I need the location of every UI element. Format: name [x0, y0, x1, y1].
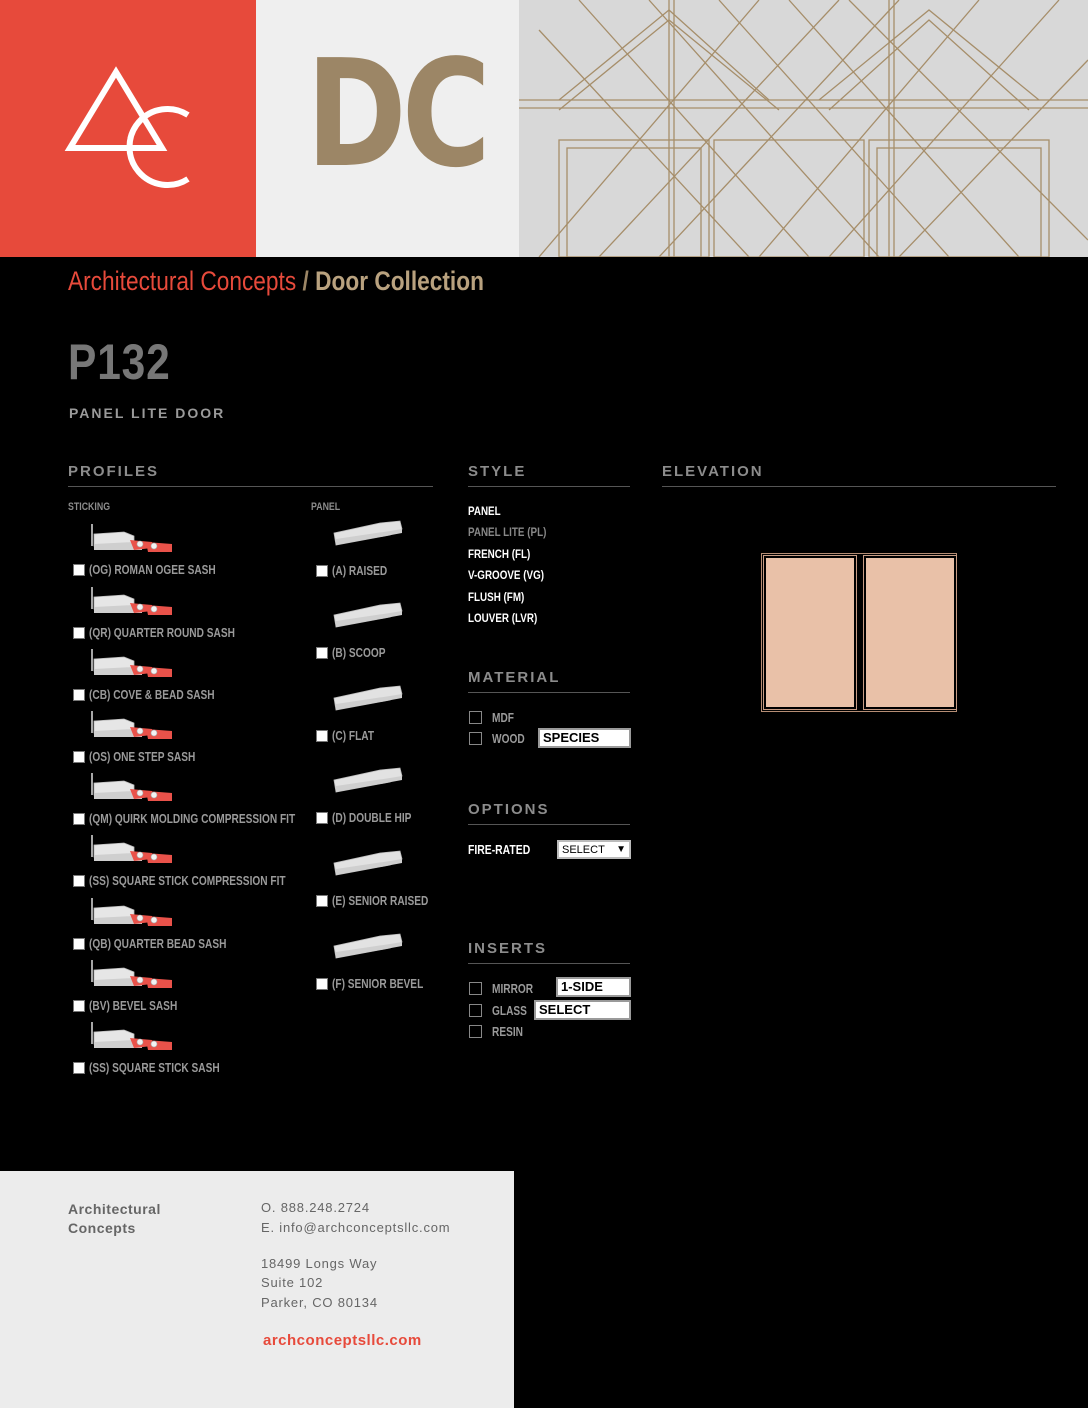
ac-logo-icon [0, 0, 256, 257]
sticking-option[interactable] [73, 749, 225, 764]
sticking-profile-image [90, 1022, 174, 1056]
resin-label: RESIN [492, 1024, 523, 1039]
panel-checkbox[interactable] [316, 565, 328, 577]
options-heading: OPTIONS [468, 801, 630, 825]
mirror-sides-field[interactable]: 1-SIDE [556, 977, 631, 997]
footer-address-line1: 18499 Longs Way [261, 1256, 378, 1271]
dc-monogram: DC [306, 28, 486, 200]
panel-checkbox[interactable] [316, 978, 328, 990]
mirror-checkbox[interactable] [469, 982, 482, 995]
sticking-checkbox[interactable] [73, 1000, 85, 1012]
sticking-label: (CB) COVE & BEAD SASH [89, 687, 215, 702]
style-option[interactable]: PANEL LITE (PL) [468, 525, 547, 540]
panel-option[interactable] [316, 728, 386, 743]
title-separator: / [302, 266, 309, 296]
sticking-checkbox[interactable] [73, 938, 85, 950]
panel-profile-image [330, 930, 414, 964]
footer-phone: O. 888.248.2724 [261, 1200, 370, 1215]
sticking-option[interactable] [73, 811, 353, 826]
style-option[interactable]: FLUSH (FM) [468, 589, 525, 604]
sticking-profile-image [90, 587, 174, 621]
sticking-option[interactable] [73, 625, 276, 640]
panel-profile-image [330, 517, 414, 551]
fire-rated-label: FIRE-RATED [468, 842, 531, 857]
mirror-label: MIRROR [492, 981, 534, 996]
sticking-option[interactable] [73, 873, 341, 888]
sticking-profile-image [90, 649, 174, 683]
panel-label: (B) SCOOP [332, 645, 386, 660]
sticking-checkbox[interactable] [73, 813, 85, 825]
sticking-label: (OG) ROMAN OGEE SASH [89, 562, 216, 577]
sticking-label: (SS) SQUARE STICK SASH [89, 1060, 220, 1075]
dropdown-arrow-icon: ▼ [616, 844, 626, 855]
sticking-profile-image [90, 960, 174, 994]
door-panel-left [764, 556, 856, 709]
sticking-label: (QM) QUIRK MOLDING COMPRESSION FIT [89, 811, 296, 826]
glass-checkbox[interactable] [469, 1004, 482, 1017]
sticking-checkbox[interactable] [73, 1062, 85, 1074]
species-field[interactable]: SPECIES [538, 728, 631, 748]
sticking-option[interactable] [73, 936, 265, 951]
collection-title [68, 266, 484, 297]
sticking-profile-image [90, 898, 174, 932]
collection-name: Door Collection [315, 266, 484, 296]
sticking-heading: STICKING [68, 501, 111, 513]
panel-profile-image [330, 599, 414, 633]
panel-option[interactable] [316, 645, 401, 660]
geometric-pattern [519, 0, 1088, 257]
material-mdf-option[interactable] [469, 710, 520, 725]
style-heading: STYLE [468, 463, 630, 487]
panel-option[interactable] [316, 563, 403, 578]
sticking-checkbox[interactable] [73, 627, 85, 639]
glass-select-field[interactable]: SELECT [534, 1000, 631, 1020]
sticking-profile-image [90, 835, 174, 869]
wood-label: WOOD [492, 731, 525, 746]
fire-rated-value: SELECT [562, 844, 605, 856]
panel-profile-image [330, 682, 414, 716]
door-elevation [761, 553, 957, 712]
sticking-checkbox[interactable] [73, 564, 85, 576]
sticking-option[interactable] [73, 687, 250, 702]
model-subtitle: PANEL LITE DOOR [69, 405, 226, 421]
footer-email[interactable]: E. info@archconceptsllc.com [261, 1220, 451, 1235]
style-option[interactable]: PANEL [468, 504, 501, 518]
sticking-profile-image [90, 711, 174, 745]
style-option[interactable]: LOUVER (LVR) [468, 611, 538, 625]
sticking-label: (QB) QUARTER BEAD SASH [89, 936, 227, 951]
panel-option[interactable] [316, 976, 449, 991]
glass-label: GLASS [492, 1003, 527, 1018]
sticking-checkbox[interactable] [73, 875, 85, 887]
panel-label: (A) RAISED [332, 563, 388, 578]
sticking-checkbox[interactable] [73, 689, 85, 701]
panel-label: (F) SENIOR BEVEL [332, 976, 424, 991]
sticking-option[interactable] [73, 1060, 257, 1075]
footer-company-line2: Concepts [68, 1220, 136, 1236]
panel-checkbox[interactable] [316, 730, 328, 742]
sticking-label: (QR) QUARTER ROUND SASH [89, 625, 235, 640]
company-name: Architectural Concepts [68, 266, 297, 296]
sticking-option[interactable] [73, 998, 202, 1013]
logo-block [0, 0, 256, 257]
panel-checkbox[interactable] [316, 647, 328, 659]
dc-block [256, 0, 519, 257]
resin-checkbox[interactable] [469, 1025, 482, 1038]
panel-heading: PANEL [311, 501, 341, 513]
footer-company [68, 1200, 188, 1238]
model-number: P132 [68, 334, 171, 390]
footer-address-line3: Parker, CO 80134 [261, 1295, 378, 1310]
sticking-checkbox[interactable] [73, 751, 85, 763]
style-option[interactable]: FRENCH (FL) [468, 546, 531, 561]
sticking-profile-image [90, 773, 174, 807]
footer-website-link[interactable]: archconceptsllc.com [263, 1332, 422, 1349]
insert-glass-option[interactable] [469, 1003, 537, 1018]
fire-rated-select[interactable] [557, 840, 631, 859]
wood-checkbox[interactable] [469, 732, 482, 745]
panel-checkbox[interactable] [316, 895, 328, 907]
material-wood-option[interactable] [469, 731, 534, 746]
insert-mirror-option[interactable] [469, 981, 545, 996]
panel-label: (D) DOUBLE HIP [332, 810, 412, 825]
material-heading: MATERIAL [468, 669, 630, 693]
panel-option[interactable] [316, 893, 456, 908]
elevation-heading: ELEVATION [662, 463, 1056, 487]
footer-company-line1: Architectural [68, 1201, 161, 1217]
sticking-profile-image [90, 524, 174, 558]
mdf-label: MDF [492, 710, 514, 725]
inserts-heading: INSERTS [468, 940, 630, 964]
panel-label: (C) FLAT [332, 728, 375, 743]
panel-option[interactable] [316, 810, 434, 825]
panel-profile-image [330, 847, 414, 881]
sticking-option[interactable] [73, 562, 252, 577]
sticking-label: (SS) SQUARE STICK COMPRESSION FIT [89, 873, 286, 888]
sticking-label: (OS) ONE STEP SASH [89, 749, 196, 764]
insert-resin-option[interactable] [469, 1024, 532, 1039]
footer-address-line2: Suite 102 [261, 1275, 324, 1290]
door-lines-pattern-icon [519, 0, 1088, 257]
panel-checkbox[interactable] [316, 812, 328, 824]
profiles-heading: PROFILES [68, 463, 433, 487]
mdf-checkbox[interactable] [469, 711, 482, 724]
panel-label: (E) SENIOR RAISED [332, 893, 429, 908]
style-option[interactable]: V-GROOVE (VG) [468, 568, 545, 583]
sticking-label: (BV) BEVEL SASH [89, 998, 178, 1013]
panel-profile-image [330, 764, 414, 798]
door-panel-right [864, 556, 956, 709]
